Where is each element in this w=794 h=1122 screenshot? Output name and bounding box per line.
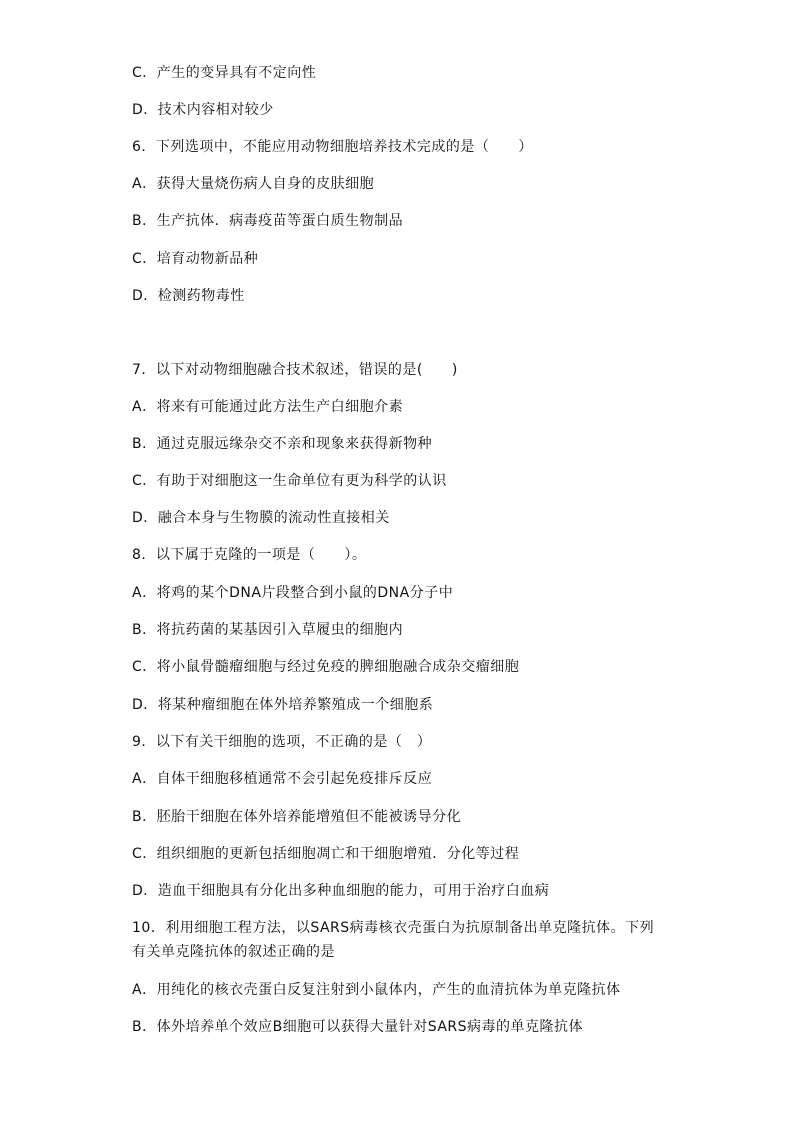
option-a-q9: A．自体干细胞移植通常不会引起免疫排斥反应 bbox=[132, 771, 433, 787]
question-10: 10．利用细胞工程方法，以SARS病毒核衣壳蛋白为抗原制备出单克隆抗体。下列有关单克隆抗体的叙述正确的是 bbox=[132, 920, 655, 960]
option-a-q8: A．将鸡的某个DNA片段整合到小鼠的DNA分子中 bbox=[132, 585, 454, 601]
option-a-q10: A．用纯化的核衣壳蛋白反复注射到小鼠体内，产生的血清抗体为单克隆抗体 bbox=[132, 982, 621, 998]
question-9: 9．以下有关干细胞的选项，不正确的是（ ） bbox=[132, 734, 432, 750]
option-b-q6: B．生产抗体．病毒疫苗等蛋白质生物制品 bbox=[132, 213, 404, 229]
option-b-q7: B．通过克服远缘杂交不亲和现象来获得新物种 bbox=[132, 436, 433, 452]
option-b-q8: B．将抗药菌的某基因引入草履虫的细胞内 bbox=[132, 622, 404, 638]
option-b-q9: B．胚胎干细胞在体外培养能增殖但不能被诱导分化 bbox=[132, 809, 462, 825]
question-6: 6．下列选项中，不能应用动物细胞培养技术完成的是（ ） bbox=[132, 139, 533, 155]
option-d-q9: D．造血干细胞具有分化出多种血细胞的能力，可用于治疗白血病 bbox=[132, 883, 550, 899]
question-7: 7．以下对动物细胞融合技术叙述，错误的是( ) bbox=[132, 362, 458, 378]
option-a-q6: A．获得大量烧伤病人自身的皮肤细胞 bbox=[132, 176, 375, 192]
question-8: 8．以下属于克隆的一项是（ ）。 bbox=[132, 547, 367, 563]
option-c-q7: C．有助于对细胞这一生命单位有更为科学的认识 bbox=[132, 473, 447, 489]
option-d-q6: D．检测药物毒性 bbox=[132, 288, 245, 304]
option-c-q5: C．产生的变异具有不定向性 bbox=[132, 65, 317, 81]
option-a-q7: A．将来有可能通过此方法生产白细胞介素 bbox=[132, 399, 404, 415]
option-b-q10: B．体外培养单个效应B细胞可以获得大量针对SARS病毒的单克隆抗体 bbox=[132, 1019, 584, 1035]
option-c-q9: C．组织细胞的更新包括细胞凋亡和干细胞增殖．分化等过程 bbox=[132, 846, 520, 862]
option-d-q8: D．将某种瘤细胞在体外培养繁殖成一个细胞系 bbox=[132, 697, 434, 713]
option-d-q7: D．融合本身与生物膜的流动性直接相关 bbox=[132, 510, 390, 526]
option-c-q8: C．将小鼠骨髓瘤细胞与经过免疫的脾细胞融合成杂交瘤细胞 bbox=[132, 659, 520, 675]
option-c-q6: C．培育动物新品种 bbox=[132, 251, 259, 267]
option-d-q5: D．技术内容相对较少 bbox=[132, 102, 274, 118]
